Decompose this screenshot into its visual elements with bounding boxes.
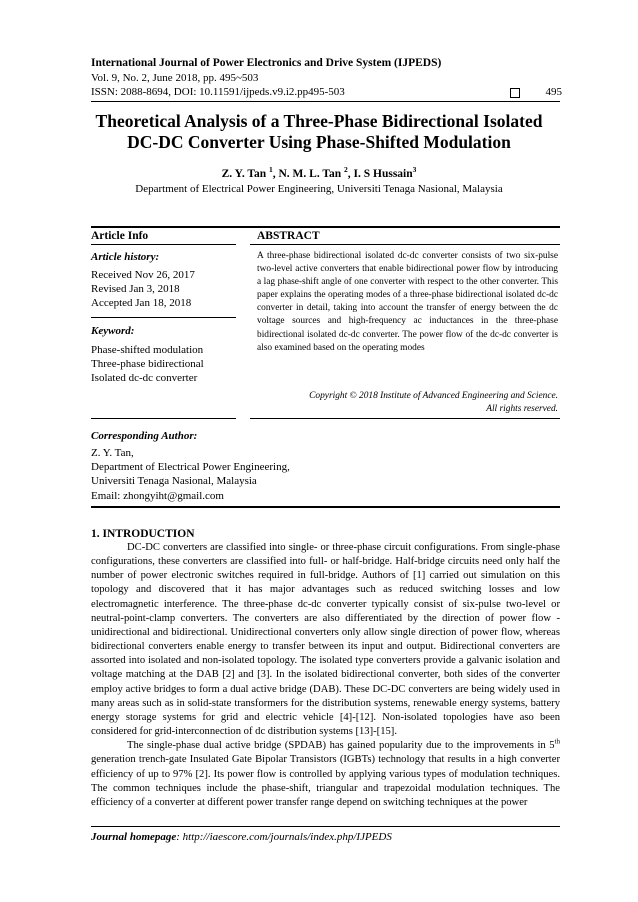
- corresponding-email: Email: zhongyiht@gmail.com: [91, 489, 224, 502]
- intro-p2-part-a: The single-phase dual active bridge (SPDAB) has gained popularity due to the improvements in 5: [127, 740, 555, 752]
- revised-date: Revised Jan 3, 2018: [91, 283, 180, 295]
- copyright-line-2: All rights reserved.: [486, 404, 558, 414]
- page-number: 495: [545, 86, 562, 98]
- introduction-heading: 1. INTRODUCTION: [91, 528, 195, 540]
- abstract-text: A three-phase bidirectional isolated dc-dc converter consists of two six-pulse two-level active converters that enable bidirectional power flow by introducing a lag phase-shift angle of one converter with respect to the other converter. This paper explains the operating modes of a three-phase bidirectional isolated dc-dc converter in detail, taking into account the transfer of energy between the dc voltage sources and high-frequency ac inductances in the three-phase bidirectional isolated dc-dc converter. The power flow of the dc-dc converter is also examined based on the operating modes: [257, 251, 558, 353]
- info-heading-rule: [91, 244, 236, 245]
- title-line-2: DC-DC Converter Using Phase-Shifted Modulation: [127, 132, 511, 152]
- article-history: [91, 268, 195, 310]
- journal-homepage: [91, 831, 392, 843]
- keyword-item: Three-phase bidirectional: [91, 358, 204, 370]
- footer-rule: [91, 826, 560, 827]
- info-top-rule: [91, 226, 560, 228]
- homepage-link[interactable]: : http://iaescore.com/journals/index.php/IJPEDS: [176, 831, 392, 843]
- article-info-heading: Article Info: [91, 230, 149, 242]
- author-1: Z. Y. Tan: [221, 167, 267, 180]
- keyword-label: Keyword:: [91, 325, 135, 337]
- corresponding-name: Z. Y. Tan,: [91, 447, 134, 459]
- journal-name: International Journal of Power Electronics and Drive System (IJPEDS): [91, 57, 442, 69]
- header-rule: [91, 101, 560, 102]
- keyword-list: [91, 343, 204, 385]
- abstract-heading: ABSTRACT: [257, 230, 320, 242]
- homepage-label: Journal homepage: [91, 831, 177, 843]
- title-line-1: Theoretical Analysis of a Three-Phase Bidirectional Isolated: [95, 111, 543, 131]
- keyword-item: Phase-shifted modulation: [91, 344, 204, 356]
- copyright-line-1: Copyright © 2018 Institute of Advanced Engineering and Science.: [309, 391, 558, 401]
- corresponding-rule: [91, 506, 560, 508]
- intro-paragraph-2: [91, 739, 560, 810]
- corresponding-univ: Universiti Tenaga Nasional, Malaysia: [91, 475, 257, 488]
- article-history-label: Article history:: [91, 251, 160, 263]
- author-3: I. S Hussain: [353, 167, 413, 180]
- corresponding-dept: Department of Electrical Power Engineering,: [91, 461, 290, 474]
- checkbox-square-icon: [510, 88, 520, 98]
- volume-info: Vol. 9, No. 2, June 2018, pp. 495~503: [91, 72, 259, 84]
- abstract-bottom-rule: [250, 418, 560, 419]
- copyright-notice: [257, 390, 558, 416]
- issn-doi: ISSN: 2088-8694, DOI: 10.11591/ijpeds.v9.i2.pp495-503: [91, 86, 345, 98]
- corresponding-author-label: Corresponding Author:: [91, 430, 198, 442]
- corresponding-author-details: [91, 446, 290, 503]
- intro-p2-part-b: generation trench-gate Insulated Gate Bipolar Transistors (IGBTs) technology that results in a high converter efficiency of up to 97% [2]. Its power flow is controlled by applying various types of modulation techniques. The common techniques include the phase-shift, triangular and trapezoidal modulation techniques. The efficiency of a converter at different power transfer range depend on switching techniques at the power: [91, 754, 560, 808]
- author-1-affil: 1: [269, 165, 273, 174]
- paper-title: [60, 111, 578, 153]
- author-list: Z. Y. Tan $^1$, N. M. L. Tan $^2$, I. S Hussain$^3$: [221, 165, 417, 180]
- info-bottom-rule: [91, 418, 236, 419]
- introduction-body: [91, 541, 560, 810]
- author-3-affil: 3: [412, 165, 417, 174]
- intro-paragraph-1: DC-DC converters are classified into single- or three-phase circuit configurations. From single-phase configurations, these converters are classified into full- or half-bridge. Half-bridge circuits need only half the number of power electronic switches required in full-bridge. Authors of [1] carried out simulation on this topology and discovered that it has major advantages such as reduced switching losses and low electromagnetic interference. The three-phase dc-dc converter typically consist of six-pulse two-level or neutral-point-clamp converters. The converters are also differentiated by the direction of power flow - unidirectional and bidirectional. Unidirectional converters only allow single direction of power flow, whereas bidirectional converters enable energy to transfer between its input and output. Bidirectional converters are assorted into isolated and non-isolated topology. The isolated type converters provide a galvanic isolation and voltage matching at the DAB [2] and [3]. In the isolated bidirectional converter, both sides of the converter employ active bridges to form a dual active bridge (DAB). These DC-DC converters are being widely used in many areas such as in solid-state transformers for the distribution systems, renewable energy systems, battery energy storage systems for grid and electric vehicle [4]-[12]. Non-isolated topologies have aso been considered for grid-interconnection of dc distribution systems [13]-[15].: [91, 542, 560, 738]
- affiliation: Department of Electrical Power Engineering, Universiti Tenaga Nasional, Malaysia: [135, 183, 503, 195]
- abstract-heading-rule: [250, 244, 560, 245]
- intro-p2-superscript: th: [554, 737, 560, 746]
- received-date: Received Nov 26, 2017: [91, 269, 195, 281]
- history-rule: [91, 317, 236, 318]
- author-2-affil: 2: [344, 165, 348, 174]
- accepted-date: Accepted Jan 18, 2018: [91, 297, 192, 309]
- keyword-item: Isolated dc-dc converter: [91, 372, 198, 384]
- author-2: N. M. L. Tan: [278, 167, 342, 180]
